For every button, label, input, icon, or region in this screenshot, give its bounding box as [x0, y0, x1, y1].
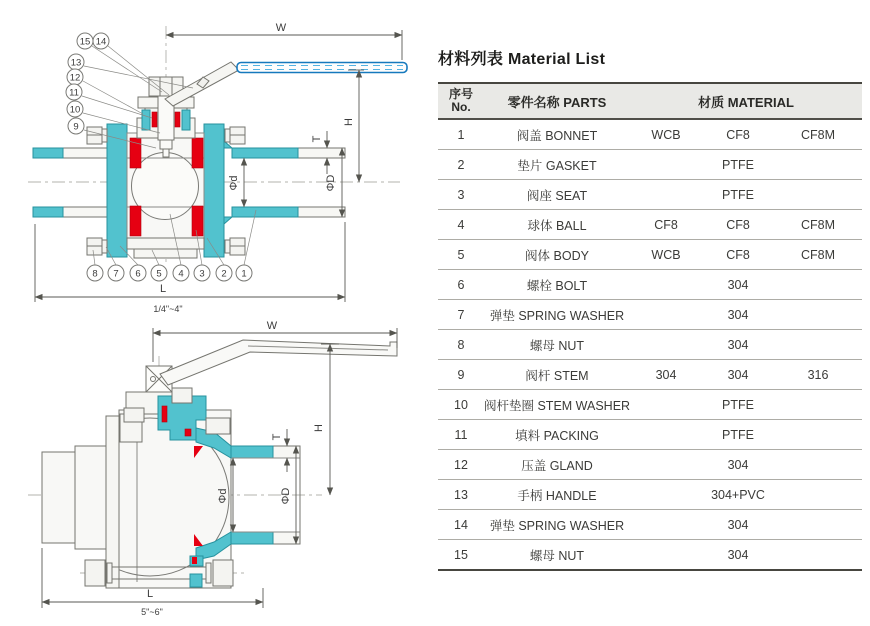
material-cell: PTFE [722, 187, 754, 202]
part-no: 3 [457, 187, 465, 202]
table-header-row [438, 83, 862, 119]
material-cell: CF8 [726, 127, 750, 142]
part-no: 9 [457, 367, 465, 382]
part-name: 阀杆垫圈 STEM WASHER [484, 398, 630, 413]
material-cell [774, 330, 862, 360]
material-cell: 304 [727, 277, 749, 292]
balloon-12 [67, 69, 83, 85]
table-row [438, 480, 862, 510]
dim-label-phid-bottom: Φd [217, 488, 229, 504]
dim-label-w-bottom: W [266, 320, 278, 332]
part-no: 7 [457, 307, 465, 322]
part-name: 手柄 HANDLE [517, 488, 597, 503]
svg-text:11: 11 [69, 87, 79, 99]
balloon-10 [67, 101, 83, 117]
material-cell [630, 450, 702, 480]
part-no: 2 [457, 157, 465, 172]
material-table [438, 82, 862, 571]
material-cell [774, 180, 862, 210]
svg-text:10: 10 [69, 104, 81, 116]
size-range-label: 1/4"~4" [153, 304, 183, 314]
part-no: 14 [454, 517, 468, 532]
material-cell: 316 [807, 367, 829, 382]
body-bottom-band [134, 249, 197, 258]
material-list-title: 材料列表 Material List [438, 51, 606, 68]
part-no: 15 [454, 547, 468, 562]
part-name: 阀座 SEAT [526, 188, 588, 203]
svg-text:5: 5 [156, 268, 162, 280]
dim-label-phiD: ΦD [325, 174, 337, 192]
material-cell [774, 420, 862, 450]
dim-label-t-bottom: T [271, 433, 283, 441]
balloon-13 [68, 54, 84, 70]
material-cell: 304 [727, 337, 749, 352]
svg-text:7: 7 [113, 268, 119, 280]
part-name: 阀体 BODY [525, 248, 589, 263]
material-cell [630, 330, 702, 360]
table-row [438, 150, 862, 180]
material-cell [630, 180, 702, 210]
table-row [438, 210, 862, 240]
packing-right [175, 112, 180, 127]
header-parts: 零件名称 PARTS [507, 94, 607, 110]
svg-text:13: 13 [70, 57, 82, 69]
material-cell: CF8M [800, 247, 836, 262]
svg-text:12: 12 [69, 72, 81, 84]
balloon-1 [236, 265, 252, 281]
material-cell: CF8M [800, 217, 836, 232]
material-cell: 304 [727, 547, 749, 562]
material-cell [774, 270, 862, 300]
svg-text:3: 3 [199, 268, 205, 280]
svg-text:14: 14 [95, 36, 107, 48]
part-name: 垫片 GASKET [517, 158, 597, 173]
table-row [438, 360, 862, 390]
material-cell: 304 [727, 367, 749, 382]
material-cell [630, 150, 702, 180]
balloon-6 [130, 265, 146, 281]
material-cell [630, 390, 702, 420]
body-bottom-plate [127, 238, 204, 249]
material-cell [630, 420, 702, 450]
material-cell [630, 270, 702, 300]
table-row [438, 240, 862, 270]
dim-label-w: W [275, 22, 287, 34]
packing-red [162, 406, 167, 422]
balloon-8 [87, 265, 103, 281]
end-step [75, 446, 106, 549]
material-cell [774, 300, 862, 330]
material-cell: 304 [727, 517, 749, 532]
dim-label-h: H [343, 118, 355, 126]
top-valve-drawing [28, 22, 407, 314]
part-name: 螺母 NUT [529, 338, 585, 353]
part-no: 12 [454, 457, 468, 472]
material-cell [774, 510, 862, 540]
material-cell [774, 450, 862, 480]
part-name: 球体 BALL [527, 218, 587, 233]
handle-side [160, 340, 397, 385]
balloon-5 [151, 265, 167, 281]
part-no: 6 [457, 277, 465, 292]
table-row [438, 119, 862, 150]
material-cell [774, 150, 862, 180]
material-cell: CF8 [726, 247, 750, 262]
balloon-15 [77, 33, 93, 49]
material-cell: PTFE [722, 157, 754, 172]
svg-text:9: 9 [73, 121, 79, 133]
material-cell: PTFE [722, 397, 754, 412]
part-no: 4 [457, 217, 465, 232]
balloon-7 [108, 265, 124, 281]
table-row [438, 540, 862, 571]
material-cell [630, 510, 702, 540]
table-row [438, 330, 862, 360]
material-cell [630, 480, 702, 510]
part-name: 阀盖 BONNET [516, 128, 598, 143]
packing-left [152, 112, 157, 127]
balloon-4 [173, 265, 189, 281]
material-cell: 304+PVC [711, 487, 765, 502]
weld-end [42, 452, 75, 543]
handle [165, 62, 407, 106]
balloon-11 [66, 84, 82, 100]
material-cell: PTFE [722, 427, 754, 442]
table-row [438, 300, 862, 330]
part-name: 填料 PACKING [515, 428, 599, 443]
table-row [438, 420, 862, 450]
bottom-valve-drawing [28, 320, 397, 617]
part-no: 1 [457, 127, 465, 142]
table-row [438, 180, 862, 210]
material-cell [630, 300, 702, 330]
part-name: 弹垫 SPRING WASHER [489, 308, 625, 323]
part-no: 5 [457, 247, 465, 262]
dim-label-phid: Φd [228, 175, 240, 191]
material-cell: CF8 [726, 217, 750, 232]
dim-label-t: T [311, 135, 323, 143]
material-cell: 304 [727, 457, 749, 472]
part-no: 10 [454, 397, 468, 412]
svg-text:4: 4 [178, 268, 184, 280]
part-no: 11 [454, 427, 468, 442]
material-cell: 304 [727, 307, 749, 322]
material-cell: 304 [655, 367, 677, 382]
material-cell [774, 480, 862, 510]
svg-text:15: 15 [79, 36, 91, 48]
part-no: 13 [454, 487, 468, 502]
flange-plate [106, 416, 119, 588]
size-range-label-bottom: 5"~6" [141, 607, 163, 617]
dim-label-l-bottom: L [146, 588, 154, 600]
material-cell: CF8M [800, 127, 836, 142]
svg-text:8: 8 [92, 268, 98, 280]
svg-text:6: 6 [135, 268, 141, 280]
balloon-14 [93, 33, 109, 49]
part-name: 压盖 GLAND [521, 458, 593, 473]
part-name: 阀杆 STEM [525, 368, 589, 383]
balloon-3 [194, 265, 210, 281]
material-cell: WCB [651, 127, 681, 142]
table-row [438, 510, 862, 540]
dim-label-phiD-bottom: ΦD [280, 487, 292, 505]
dim-label-l: L [159, 283, 167, 295]
material-cell: WCB [651, 247, 681, 262]
balloon-9 [68, 118, 84, 134]
part-name: 螺母 NUT [529, 548, 585, 563]
header-material: 材质 MATERIAL [698, 94, 794, 110]
table-row [438, 390, 862, 420]
dim-label-h-bottom: H [313, 424, 325, 432]
ball [132, 153, 199, 220]
part-no: 8 [457, 337, 465, 352]
material-cell [774, 540, 862, 571]
table-row [438, 450, 862, 480]
svg-text:1: 1 [241, 268, 247, 280]
material-list-panel [438, 46, 862, 571]
material-cell: CF8 [654, 217, 678, 232]
part-name: 弹垫 SPRING WASHER [489, 518, 625, 533]
header-no: 序号 No. [448, 86, 473, 114]
handle-grip [237, 63, 407, 73]
table-row [438, 270, 862, 300]
balloon-2 [216, 265, 232, 281]
material-cell [774, 390, 862, 420]
svg-text:2: 2 [221, 268, 227, 280]
part-name: 螺栓 BOLT [526, 278, 588, 293]
material-cell [630, 540, 702, 571]
